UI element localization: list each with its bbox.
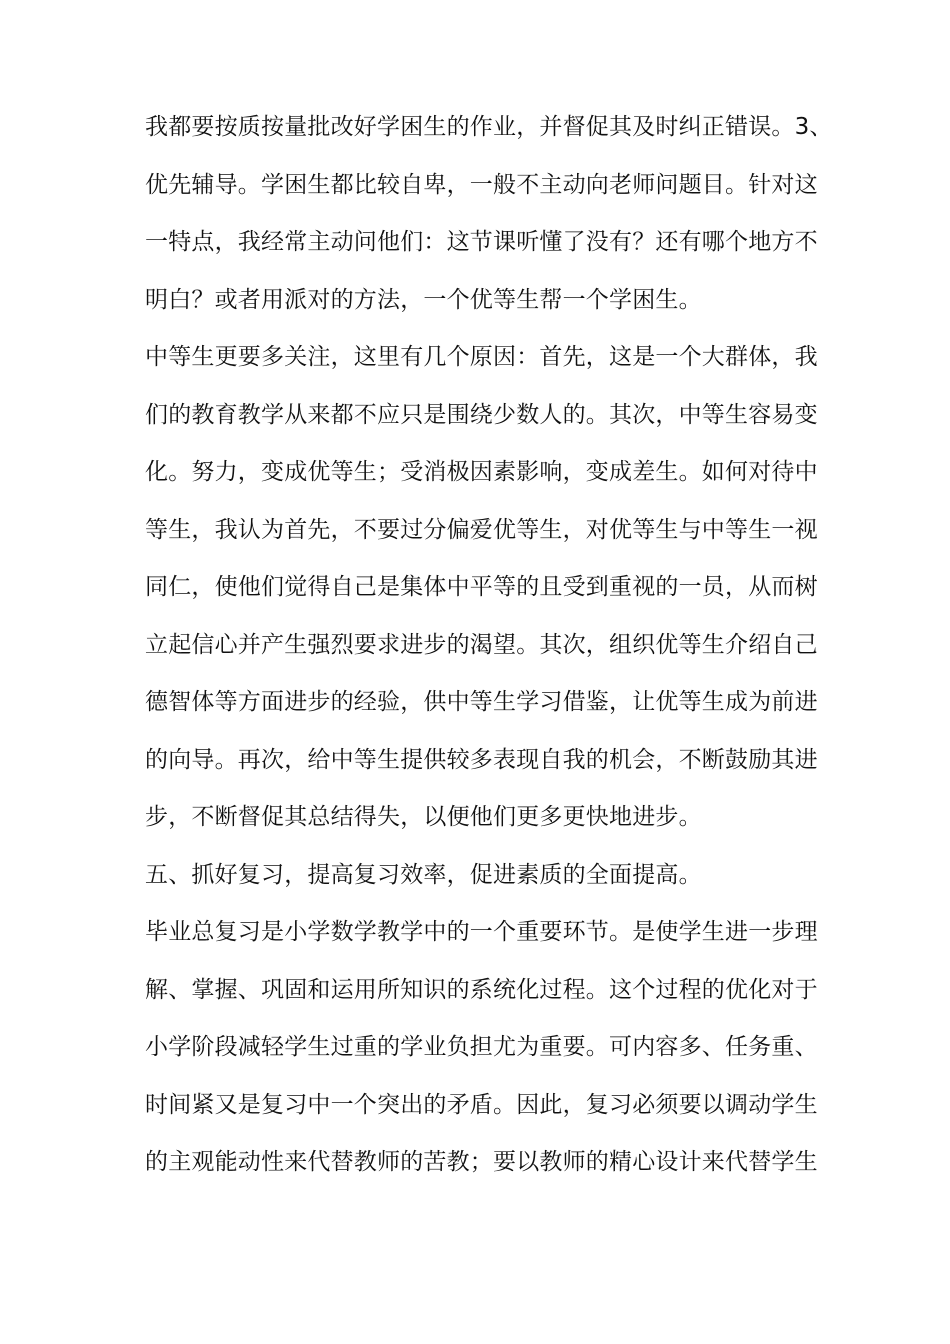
- document-body: [145, 104, 833, 1197]
- section-heading: 五、抓好复习，提高复习效率，促进素质的全面提高。: [145, 861, 702, 888]
- text-line: 德智体等方面进步的经验，供中等生学习借鉴，让优等生成为前进: [145, 689, 818, 715]
- text-line: 们的教育教学从来都不应只是围绕少数人的。其次，中等生容易变: [145, 401, 818, 428]
- text-line: 等生，我认为首先，不要过分偏爱优等生，对优等生与中等生一视: [145, 516, 818, 543]
- text-line: 化。努力，变成优等生；受消极因素影响，变成差生。如何对待中: [145, 459, 818, 485]
- text-line: 我都要按质按量批改好学困生的作业，并督促其及时纠正错误。3、: [145, 114, 833, 140]
- text-line: 同仁，使他们觉得自己是集体中平等的且受到重视的一员，从而树: [145, 574, 818, 600]
- text-line: 小学阶段减轻学生过重的学业负担尤为重要。可内容多、任务重、: [145, 1034, 818, 1060]
- text-line: 时间紧又是复习中一个突出的矛盾。因此，复习必须要以调动学生: [145, 1091, 818, 1118]
- text-line: 中等生更要多关注，这里有几个原因：首先，这是一个大群体，我: [145, 344, 818, 370]
- text-line: 的向导。再次，给中等生提供较多表现自我的机会，不断鼓励其进: [145, 746, 818, 773]
- text-line: 毕业总复习是小学数学教学中的一个重要环节。是使学生进一步理: [145, 919, 818, 945]
- text-line: 明白？或者用派对的方法，一个优等生帮一个学困生。: [145, 286, 702, 313]
- text-line: 的主观能动性来代替教师的苦教；要以教师的精心设计来代替学生: [145, 1149, 818, 1175]
- text-line: 一特点，我经常主动问他们：这节课听懂了没有？还有哪个地方不: [145, 229, 818, 255]
- text-line: 步，不断督促其总结得失，以便他们更多更快地进步。: [145, 804, 702, 830]
- text-line: 优先辅导。学困生都比较自卑，一般不主动向老师问题目。针对这: [145, 171, 818, 198]
- text-line: 立起信心并产生强烈要求进步的渴望。其次，组织优等生介绍自己: [145, 631, 818, 658]
- text-line: 解、掌握、巩固和运用所知识的系统化过程。这个过程的优化对于: [145, 976, 818, 1003]
